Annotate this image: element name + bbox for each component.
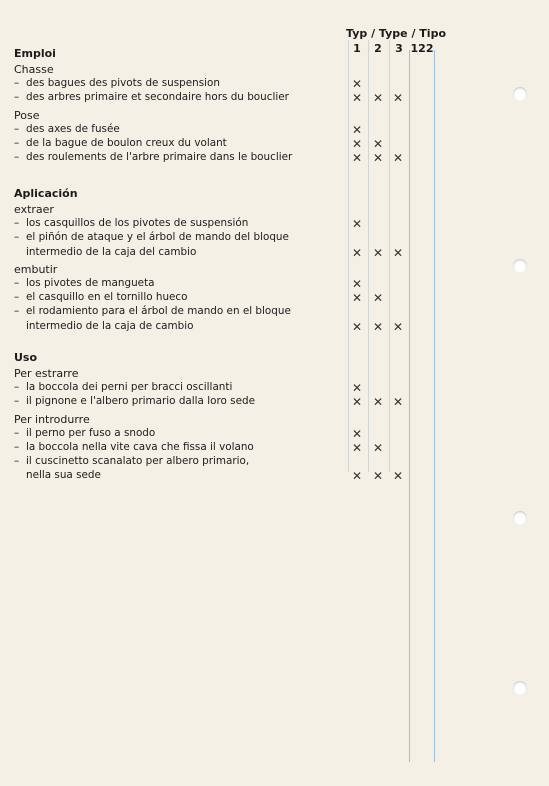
dash-bullet: – [14, 231, 20, 244]
list-item [14, 427, 155, 439]
cross-mark: ✕ [392, 469, 404, 484]
cross-mark: ✕ [372, 137, 384, 151]
group-label: Chasse [14, 63, 54, 76]
item-text: des bagues des pivots de suspension [26, 77, 220, 90]
dash-bullet: – [14, 91, 20, 104]
item-text: el piñón de ataque y el árbol de mando del bloque [26, 231, 289, 244]
cross-mark: ✕ [372, 395, 384, 410]
item-text: il cuscinetto scanalato per albero primario, [26, 455, 250, 468]
list-item [14, 77, 220, 89]
dash-bullet: – [14, 217, 20, 230]
list-item [14, 137, 227, 149]
dash-bullet: – [14, 137, 20, 149]
cross-mark: ✕ [372, 151, 384, 166]
cross-mark: ✕ [392, 151, 404, 166]
column-rule [389, 40, 390, 472]
column-rule [409, 50, 410, 762]
item-text: des roulements de l'arbre primaire dans le bouclier [26, 151, 293, 164]
dash-bullet: – [14, 381, 20, 394]
item-text: il pignone e l'albero primario dalla loro sede [26, 395, 255, 408]
list-item [14, 291, 188, 303]
cross-mark: ✕ [351, 291, 363, 306]
list-item [26, 246, 196, 258]
cross-mark: ✕ [372, 469, 384, 484]
list-item [14, 123, 120, 135]
column-rule [434, 50, 435, 762]
item-text: des arbres primaire et secondaire hors du bouclier [26, 91, 289, 104]
item-text: el rodamiento para el árbol de mando en el bloque [26, 305, 291, 318]
dash-bullet: – [14, 77, 20, 90]
cross-mark: ✕ [351, 77, 363, 92]
item-text: intermedio de la caja del cambio [26, 245, 197, 258]
cross-mark: ✕ [351, 469, 363, 484]
item-text: el casquillo en el tornillo hueco [26, 291, 188, 304]
column-rule [368, 40, 369, 472]
cross-mark: ✕ [351, 441, 363, 455]
cross-mark: ✕ [351, 137, 363, 151]
cross-mark: ✕ [351, 151, 363, 166]
item-text: intermedio de la caja de cambio [26, 319, 194, 332]
dash-bullet: – [14, 455, 20, 468]
list-item [14, 91, 289, 103]
binder-hole [513, 681, 527, 695]
group-label: Per estrarre [14, 367, 79, 380]
column-rule [348, 40, 349, 472]
dash-bullet: – [14, 395, 20, 408]
group-label: Per introdurre [14, 412, 90, 426]
cross-mark: ✕ [392, 245, 404, 260]
group-label: extraer [14, 203, 54, 216]
list-item [14, 217, 248, 229]
cross-mark: ✕ [372, 441, 384, 455]
cross-mark: ✕ [392, 395, 404, 410]
cross-mark: ✕ [392, 91, 404, 106]
dash-bullet: – [14, 277, 20, 289]
dash-bullet: – [14, 441, 20, 453]
type-column-1: 1 [353, 42, 361, 55]
cross-mark: ✕ [351, 426, 363, 441]
cross-mark: ✕ [351, 277, 363, 291]
type-column-2: 2 [374, 42, 382, 55]
section-title: Uso [14, 351, 38, 364]
list-item [14, 441, 254, 453]
group-label: Pose [14, 108, 40, 122]
dash-bullet: – [14, 291, 20, 304]
item-text: il perno per fuso a snodo [26, 426, 156, 439]
list-item [26, 320, 194, 332]
list-item [14, 151, 292, 163]
item-text: des axes de fusée [26, 122, 120, 135]
item-text: la boccola dei perni per bracci oscillanti [26, 381, 233, 394]
list-item [14, 277, 155, 289]
list-item [14, 231, 289, 243]
cross-mark: ✕ [372, 91, 384, 106]
section-title: Aplicación [14, 187, 78, 200]
binder-hole [513, 87, 527, 101]
dash-bullet: – [14, 426, 20, 439]
item-text: los casquillos de los pivotes de suspensión [26, 217, 249, 230]
type-header: Typ / Type / Tipo [346, 27, 447, 40]
cross-mark: ✕ [351, 122, 363, 137]
cross-mark: ✕ [372, 319, 384, 334]
cross-mark: ✕ [351, 395, 363, 410]
list-item [14, 455, 249, 467]
dash-bullet: – [14, 122, 20, 135]
cross-mark: ✕ [351, 381, 363, 396]
item-text: la boccola nella vite cava che fissa il volano [26, 441, 254, 453]
item-text: nella sua sede [26, 469, 101, 482]
list-item [14, 381, 232, 393]
cross-mark: ✕ [351, 217, 363, 232]
cross-mark: ✕ [392, 319, 404, 334]
binder-hole [513, 511, 527, 525]
cross-mark: ✕ [351, 319, 363, 334]
cross-mark: ✕ [351, 91, 363, 106]
binder-hole [513, 259, 527, 273]
item-text: los pivotes de mangueta [26, 277, 155, 289]
group-label: embutir [14, 262, 58, 276]
section-title: Emploi [14, 47, 56, 60]
cross-mark: ✕ [372, 291, 384, 306]
type-column-122: 122 [410, 42, 434, 55]
dash-bullet: – [14, 305, 20, 318]
list-item [14, 395, 255, 407]
type-column-3: 3 [395, 42, 403, 55]
item-text: de la bague de boulon creux du volant [26, 137, 227, 149]
cross-mark: ✕ [372, 245, 384, 260]
list-item [14, 305, 291, 317]
cross-mark: ✕ [351, 245, 363, 260]
dash-bullet: – [14, 151, 20, 164]
list-item [26, 469, 101, 481]
